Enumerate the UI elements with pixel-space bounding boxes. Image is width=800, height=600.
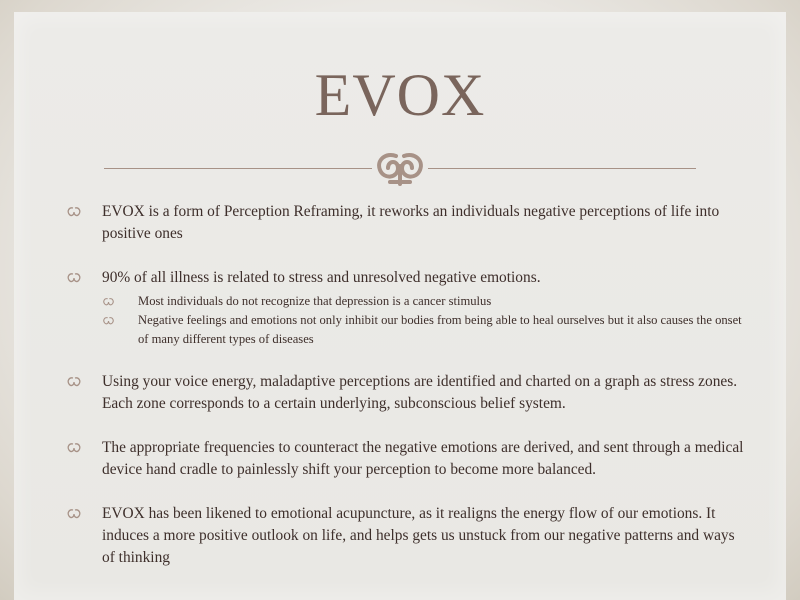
- title-divider-right: [428, 168, 696, 169]
- sub-bullet-item-1: [66, 292, 746, 311]
- curl-bullet-icon: [66, 272, 82, 284]
- bullet-text: The appropriate frequencies to counteract the negative emotions are derived, and sent through a medical device hand cradle to painlessly shift your perception to become more balanced.: [102, 439, 744, 478]
- bullet-item-1: [66, 201, 746, 245]
- curl-bullet-icon: [102, 297, 115, 307]
- slide-title: EVOX: [314, 62, 486, 128]
- bullet-text: EVOX has been likened to emotional acupuncture, as it realigns the energy flow of our emotions. It induces a more positive outlook on life, and helps gets us unstuck from our negative patterns and ways of thinking: [102, 505, 735, 566]
- sub-bullet-text: Most individuals do not recognize that depression is a cancer stimulus: [138, 294, 492, 308]
- curl-bullet-icon: [102, 316, 115, 326]
- bullet-item-5: [66, 503, 746, 569]
- curl-bullet-icon: [66, 206, 82, 218]
- curl-bullet-icon: [66, 376, 82, 388]
- sub-bullet-item-2: [66, 311, 746, 349]
- curl-bullet-icon: [66, 442, 82, 454]
- sub-bullet-text: Negative feelings and emotions not only inhibit our bodies from being able to heal ourselves but it also causes the onset of many different types of diseases: [138, 313, 742, 346]
- bullet-item-2: [66, 267, 746, 289]
- title-divider-left: [104, 168, 372, 169]
- bullet-item-4: [66, 437, 746, 481]
- flourish-icon: [372, 148, 428, 188]
- bullet-text: EVOX is a form of Perception Reframing, it reworks an individuals negative perceptions of life into positive ones: [102, 203, 720, 242]
- bullet-text: 90% of all illness is related to stress and unresolved negative emotions.: [102, 269, 541, 286]
- bullet-text: Using your voice energy, maladaptive perceptions are identified and charted on a graph as stress zones. Each zone corresponds to a certain underlying, subconscious belief system.: [102, 373, 738, 412]
- slide-body: [66, 201, 746, 569]
- bullet-item-3: [66, 371, 746, 415]
- curl-bullet-icon: [66, 508, 82, 520]
